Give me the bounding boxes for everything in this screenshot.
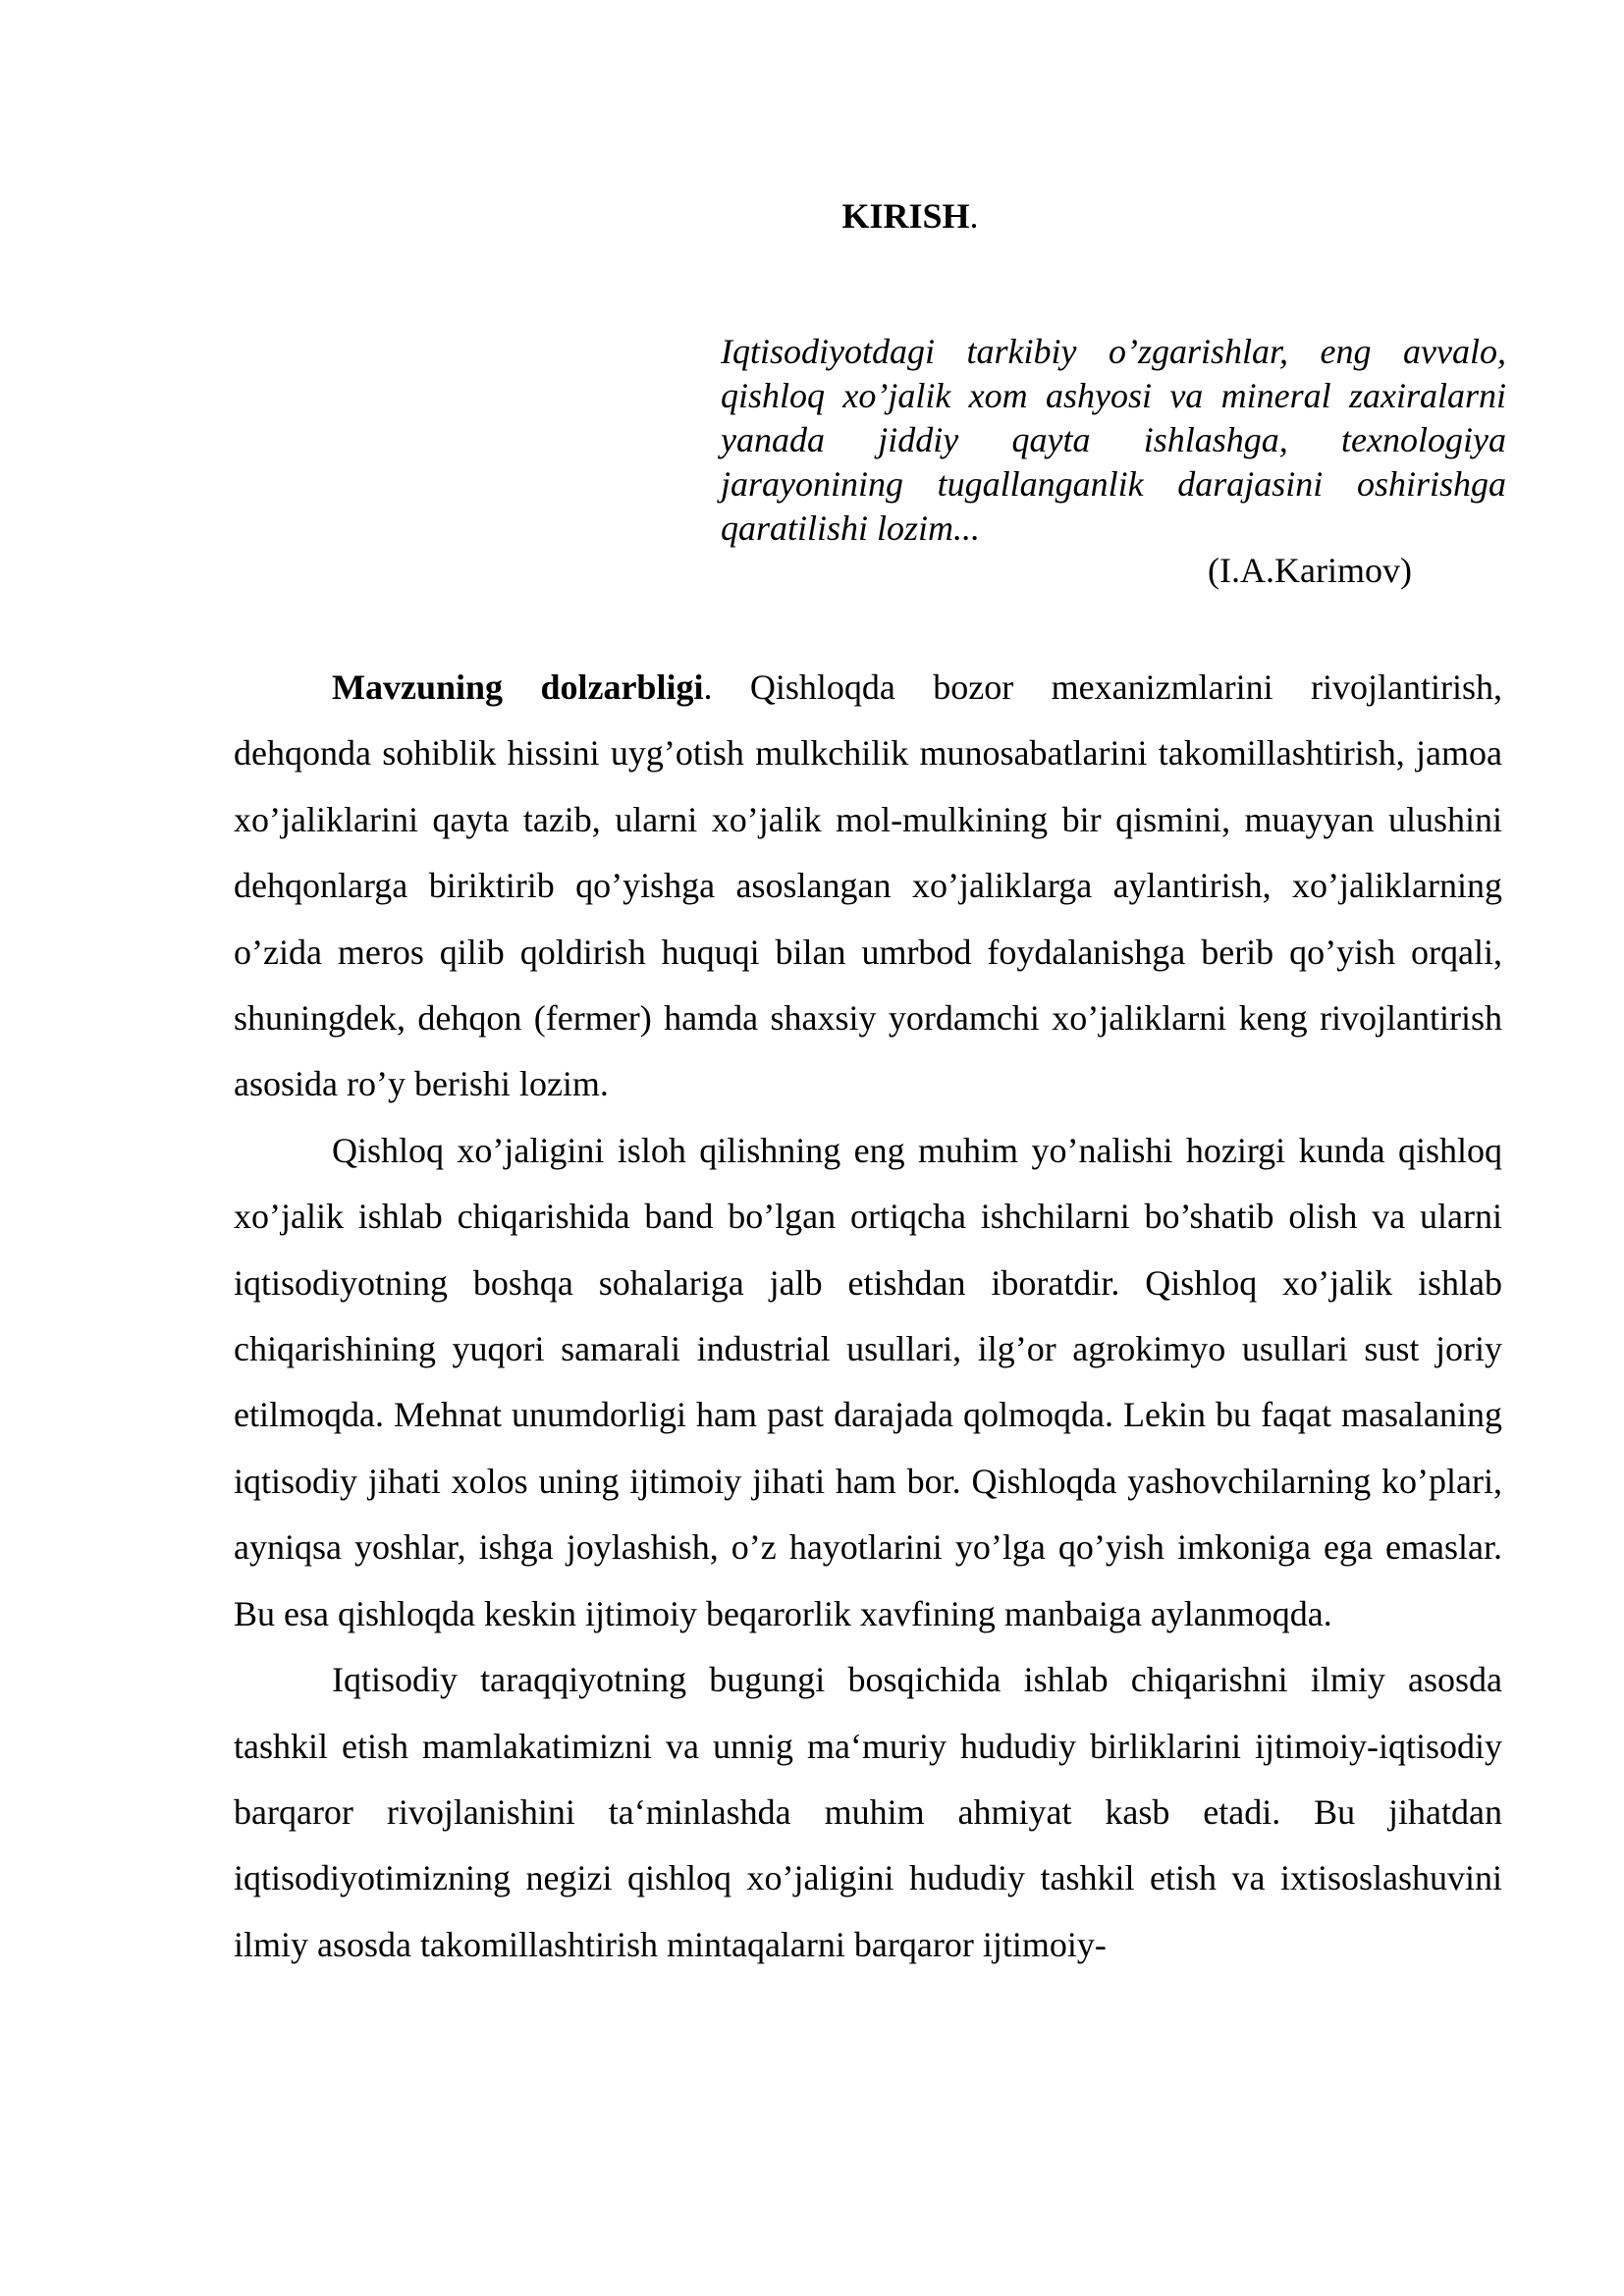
paragraph-2: Qishloq xo’jaligini isloh qilishning eng muhim yo’nalishi hozirgi kunda qishloq xo’jalik ishlab chiqarishida band bo’lgan ortiqcha ishchilarni bo’shatib olish va ularni iqtisodiyotning boshqa sohalariga jalb etishdan iboratdir. Qishloq xo’jalik ishlab chiqarishining yuqori samarali industrial usullari, ilg’or agrokimyo usullari sust joriy etilmoqda. Mehnat unumdorligi ham past darajada qolmoqda. Lekin bu faqat masalaning iqtisodiy jihati xolos uning ijtimoiy jihati ham bor. Qishloqda yashovchilarning ko’plari, ayniqsa yoshlar, ishga joylashish, o’z hayotlarini yo’lga qo’yish imkoniga ega emaslar. Bu esa qishloqda keskin ijtimoiy beqarorlik xavfining manbaiga aylanmoqda. (234, 1130, 1502, 1633)
body-text (234, 655, 1502, 1978)
epigraph-author: (I.A.Karimov) (1208, 551, 1412, 590)
page-title (0, 194, 1624, 238)
paragraph-1 (234, 655, 1502, 1118)
paragraph-3: Iqtisodiy taraqqiyotning bugungi bosqichida ishlab chiqarishni ilmiy asosda tashkil etish mamlakatimizni va unnig ma‘muriy hududiy birliklarini ijtimoiy-iqtisodiy barqaror rivojlanishini ta‘minlashda muhim ahmiyat kasb etadi. Bu jihatdan iqtisodiyotimizning negizi qishloq xo’jaligini hududiy tashkil etish va ixtisoslashuvini ilmiy asosda takomillashtirish mintaqalarni barqaror ijtimoiy- (234, 1660, 1502, 1964)
page-title-suffix: . (969, 196, 979, 236)
paragraph-1-text: . Qishloqda bozor mexanizmlarini rivojlantirish, dehqonda sohiblik hissini uyg’otish mulkchilik munosabatlarini takomillashtirish, jamoa xo’jaliklarini qayta tazib, ularni xo’jalik mol-mulkining bir qismini, muayyan ulushini dehqonlarga biriktirib qo’yishga asoslangan xo’jaliklarga aylantirish, xo’jaliklarning o’zida meros qilib qoldirish huquqi bilan umrbod foydalanishga berib qo’yish orqali, shuningdek, dehqon (fermer) hamda shaxsiy yordamchi xo’jaliklarni keng rivojlantirish asosida ro’y berishi lozim. (234, 667, 1502, 1104)
epigraph-quote: Iqtisodiyotdagi tarkibiy o’zgarishlar, eng avvalo, qishloq xo’jalik xom ashyosi va mineral zaxiralarni yanada jiddiy qayta ishlashga, texnologiya jarayonining tugallanganlik darajasini oshirishga qaratilishi lozim... (721, 332, 1506, 548)
page-title-text: KIRISH (841, 196, 970, 236)
paragraph-1-lead: Mavzuning dolzarbligi (332, 667, 704, 707)
